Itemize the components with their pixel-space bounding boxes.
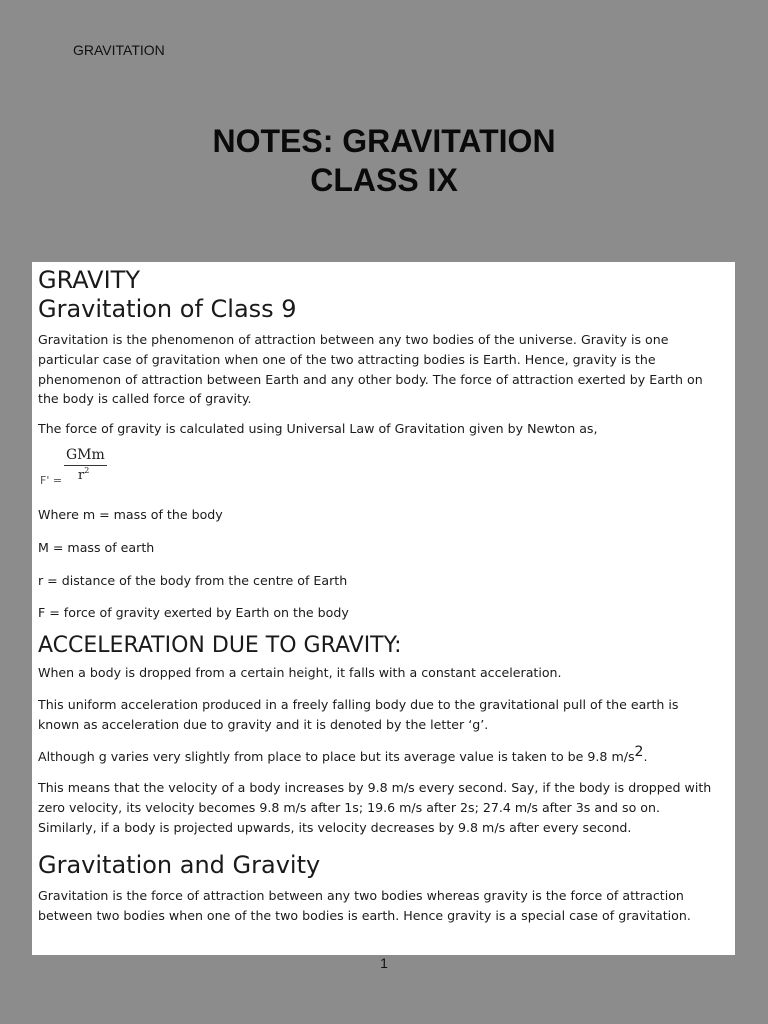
title-line-2: CLASS IX: [310, 162, 458, 198]
page-number: 1: [380, 955, 388, 971]
formula-exponent: 2: [84, 465, 90, 475]
page-title: [0, 122, 768, 200]
title-line-1: NOTES: GRAVITATION: [212, 123, 556, 159]
average-value-period: .: [643, 748, 648, 764]
paragraph-uniform-acceleration: This uniform acceleration produced in a freely falling body due to the gravitational pull of the earth is known as acceleration due to gravity and it is denoted by the letter ‘g’.: [38, 696, 679, 732]
heading-gravity: GRAVITY: [38, 266, 140, 294]
formula-lhs: F' =: [40, 473, 63, 487]
paragraph-gravitation-definition: Gravitation is the phenomenon of attraction between any two bodies of the universe. Gravity is one particular case of gravitation when one of the two attracting bodies is Earth. Hence, gravity is the phenomenon of attraction between Earth and any other body. The force of attraction exerted by Earth on the body is called force of gravity.: [38, 332, 703, 407]
definition-F: F = force of gravity exerted by Earth on the body: [38, 605, 349, 621]
definition-M: M = mass of earth: [38, 539, 155, 555]
paragraph-average-value-g: [38, 743, 721, 767]
paragraph-gravitation-vs-gravity: Gravitation is the force of attraction between any two bodies whereas gravity is the force of attraction between two bodies when one of the two bodies is earth. Hence gravity is a special case of gravitation.: [38, 887, 691, 923]
heading-acceleration-due-to-gravity: ACCELERATION DUE TO GRAVITY:: [38, 633, 402, 659]
average-value-text: Although g varies very slightly from place to place but its average value is taken to be 9.8 m/s: [38, 748, 635, 764]
heading-gravitation-and-gravity: Gravitation and Gravity: [38, 850, 321, 879]
paragraph-constant-acceleration: When a body is dropped from a certain height, it falls with a constant acceleration.: [38, 665, 562, 681]
running-header: GRAVITATION: [73, 42, 165, 58]
definition-m: Where m = mass of the body: [38, 506, 223, 522]
notes-content-panel: [32, 262, 735, 955]
heading-gravitation-class-9: Gravitation of Class 9: [38, 295, 297, 323]
average-value-exponent: 2: [634, 743, 644, 760]
definition-r: r = distance of the body from the centre of Earth: [38, 572, 348, 588]
paragraph-velocity-increase: This means that the velocity of a body increases by 9.8 m/s every second. Say, if the body is dropped with zero velocity, its velocity becomes 9.8 m/s after 1s; 19.6 m/s after 2s; 27.4 m/s after 3s and so on. Similarly, if a body is projected upwards, its velocity decreases by 9.8 m/s after every second.: [38, 780, 712, 835]
formula-denominator-base: r: [78, 467, 85, 483]
formula-denominator: [78, 466, 89, 483]
formula-numerator: GMm: [66, 446, 105, 463]
gravity-formula: [38, 447, 721, 493]
paragraph-force-of-gravity: The force of gravity is calculated using Universal Law of Gravitation given by Newton as,: [38, 421, 598, 437]
